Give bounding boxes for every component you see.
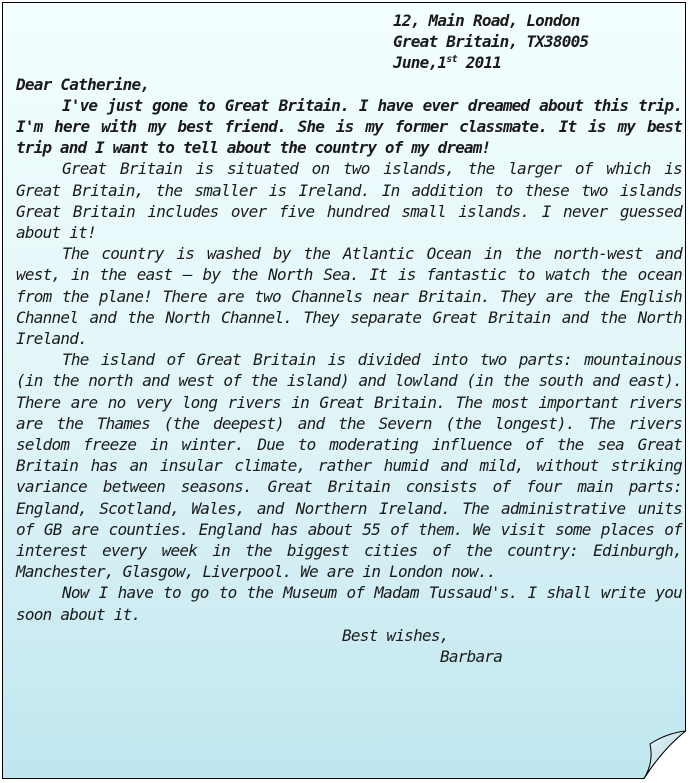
letter-content [16,10,682,667]
paragraph-intro: I've just gone to Great Britain. I have ever dreamed about this trip. I'm here with my best friend. She is my former classmate. It is my best trip and I want to tell about the country of my dream! [16,95,682,158]
letter-sheet [2,2,686,779]
address-line-2: Great Britain, TX38005 [393,32,589,52]
date-prefix: June,1 [393,53,447,73]
date-year: 2011 [456,53,502,73]
closing: Best wishes, [342,625,449,645]
sender-address [393,10,682,74]
paragraph-museum: Now I have to go to the Museum of Madam Tussaud's. I shall write you soon about it. [16,583,682,624]
paragraph-seas: The country is washed by the Atlantic Ocean in the north-west and west, in the east — by the North Sea. It is fantastic to watch the ocean from the plane! There are two Channels near Britain. They are the English Channel and the North Channel. They separate Great Britain and the North Ireland. [16,244,682,349]
paragraph-geography: The island of Great Britain is divided into two parts: mountainous (in the north and west of the island) and lowland (in the south and east). There are no very long rivers in Great Britain. The most important rivers are the Thames (the deepest) and the Severn (the longest). The rivers seldom freeze in winter. Due to moderating influence of the sea Great Britain has an insular climate, rather humid and mild, without striking variance between seasons. Great Britain consists of four main parts: England, Scotland, Wales, and Northern Ireland. The administrative units of GB are counties. England has about 55 of them. We visit some places of interest every week in the biggest cities of the country: Edinburgh, Manchester, Glasgow, Liverpool. We are in London now.. [16,350,682,582]
greeting: Dear Catherine, [16,74,150,94]
date-superscript: st [446,54,457,66]
letter-date [393,52,682,73]
paragraph-islands: Great Britain is situated on two islands, the larger of which is Great Britain, the smaller is Ireland. In addition to these two islands Great Britain includes over five hundred small islands. I never guessed about it! [16,159,682,243]
address-line-1: 12, Main Road, London [393,11,580,30]
signature: Barbara [440,647,503,667]
